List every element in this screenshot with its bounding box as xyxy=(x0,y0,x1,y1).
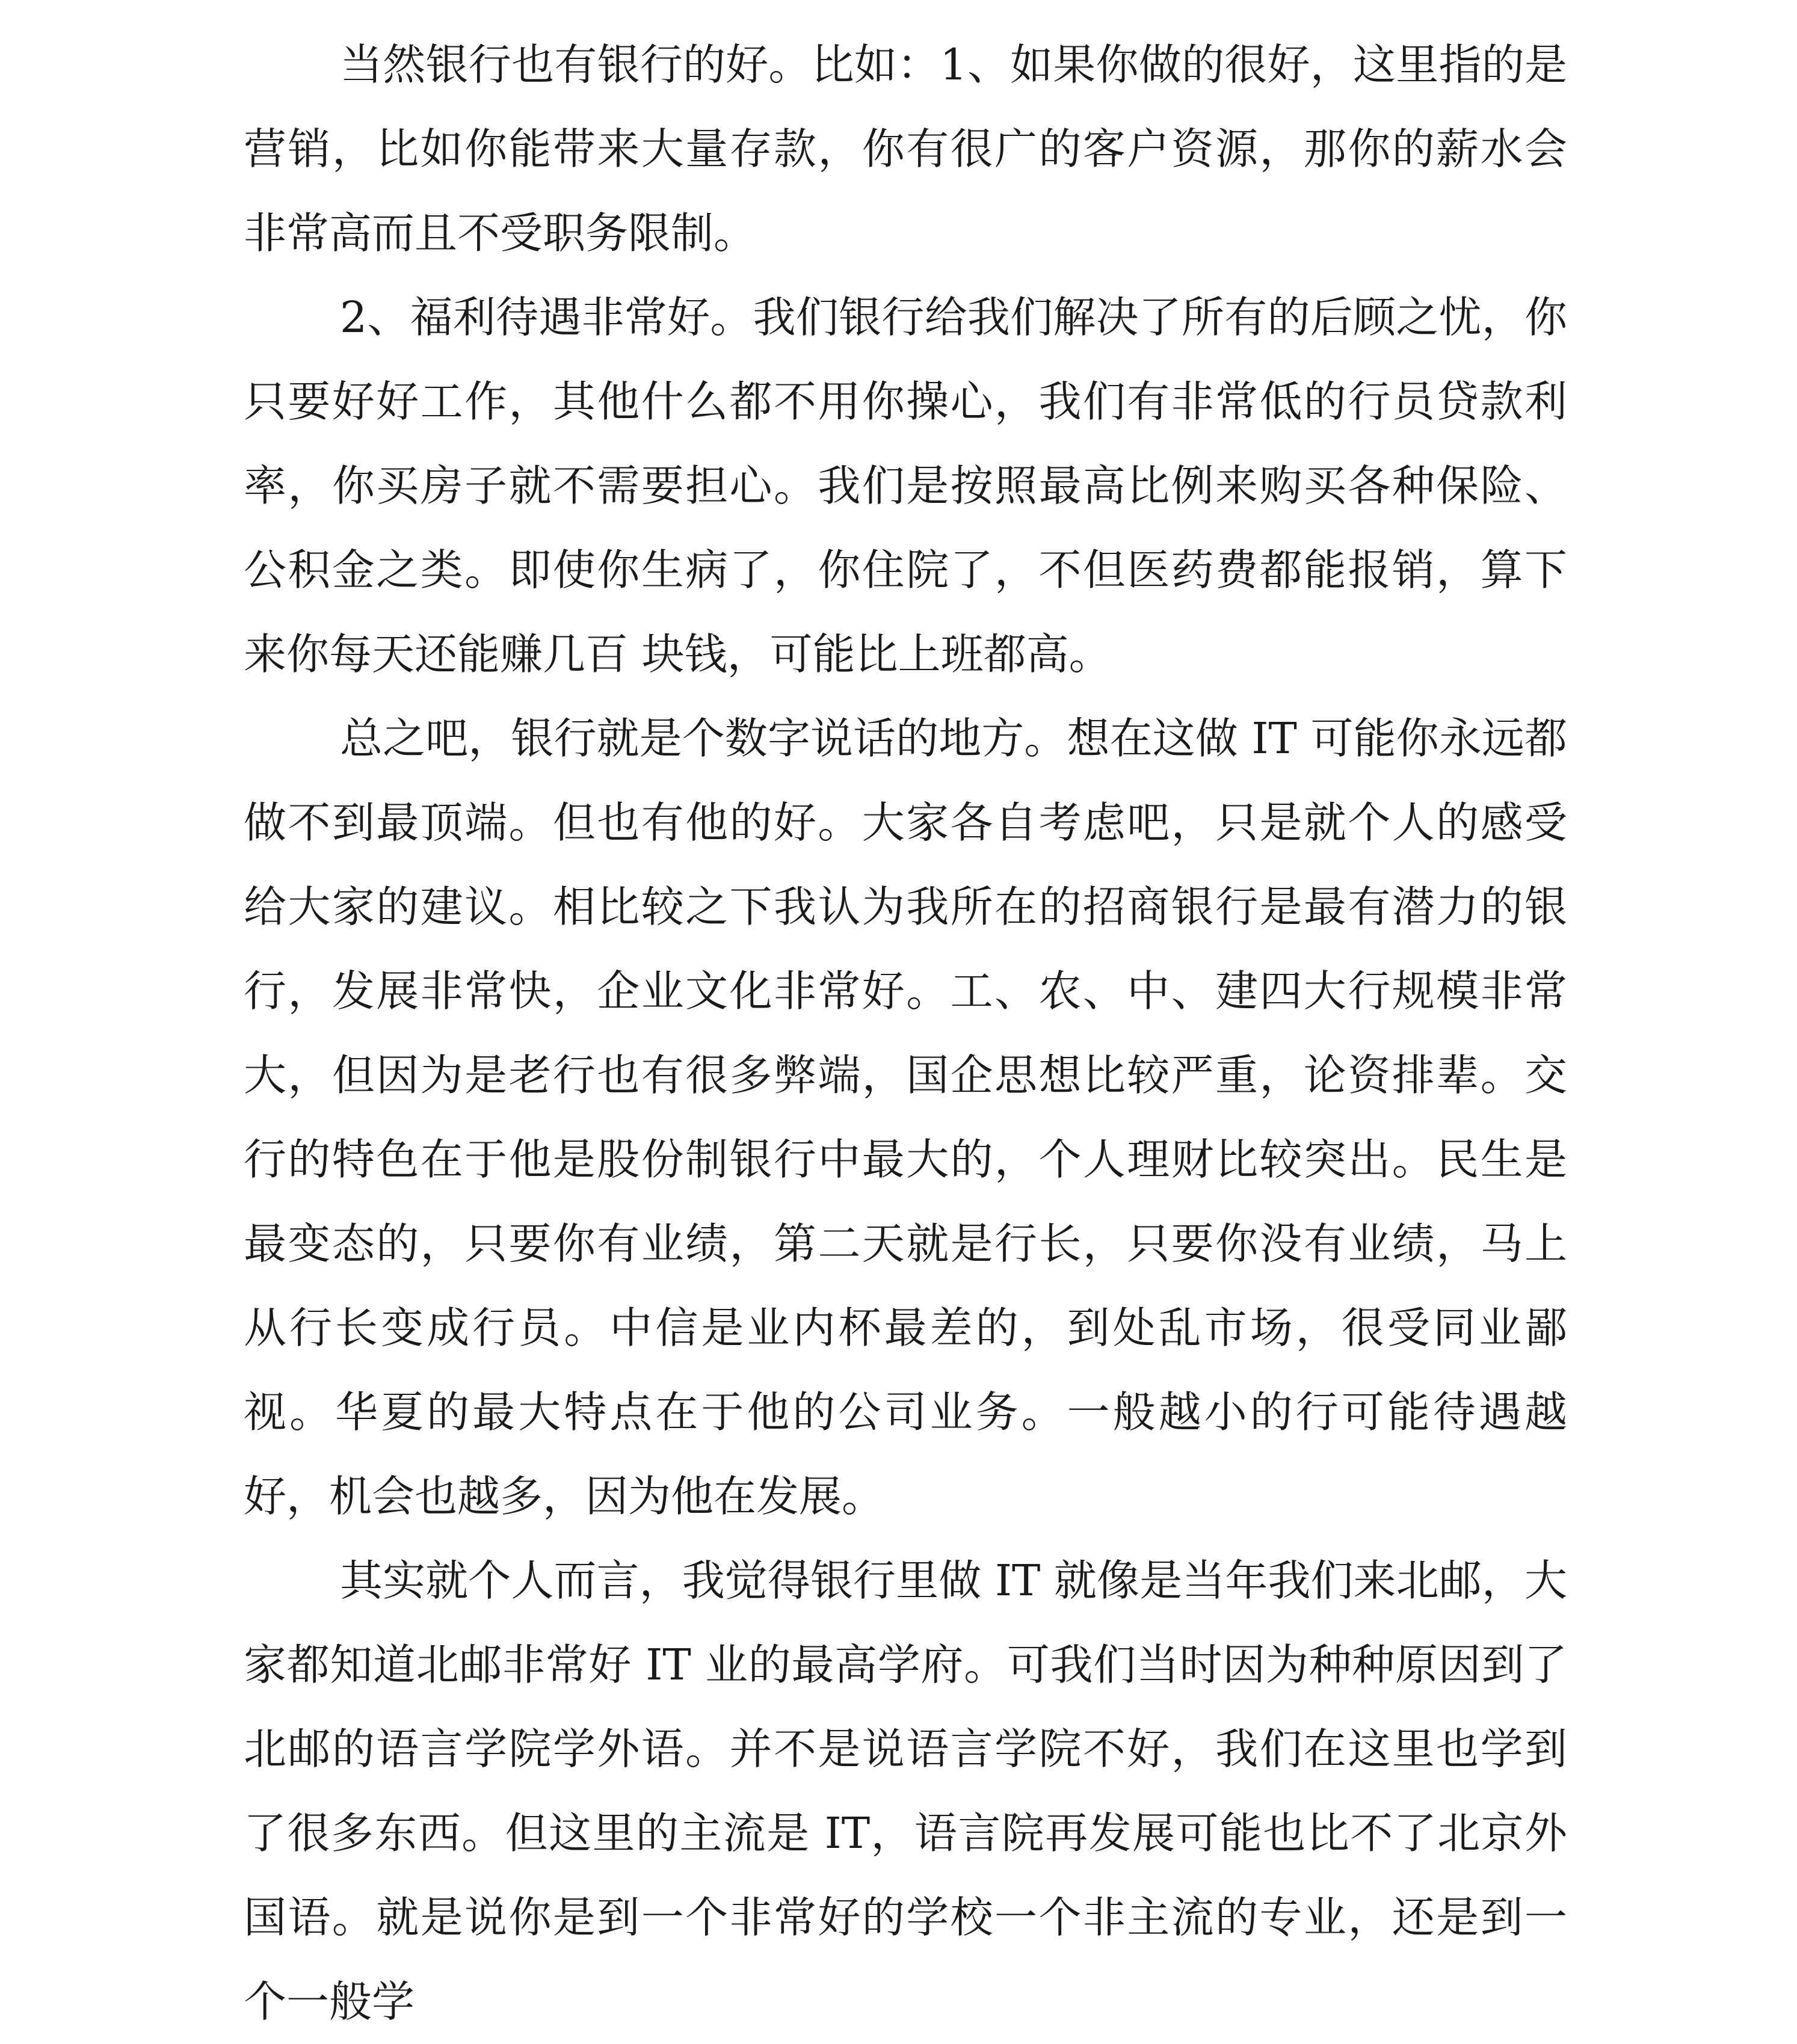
paragraph-bank-advantages: 当然银行也有银行的好。比如：1、如果你做的很好，这里指的是营销，比如你能带来大量存款，你有很广的客户资源，那你的薪水会非常高而且不受职务限制。 xyxy=(244,40,1567,258)
paragraph-personal-view: 其实就个人而言，我觉得银行里做 IT 就像是当年我们来北邮，大家都知道北邮非常好 IT 业的最高学府。可我们当时因为种种原因到了北邮的语言学院学外语。并不是说语言学院不好，我们在这里也学到了很多东西。但这里的主流是 IT，语言院再发展可能也比不了北京外国语。就是说你是到一个非常好的学校一个非主流的专业，还是到一个一般学 xyxy=(244,1556,1567,2027)
paragraph-benefits: 2、福利待遇非常好。我们银行给我们解决了所有的后顾之忧，你只要好好工作，其他什么都不用你操心，我们有非常低的行员贷款利率，你买房子就不需要担心。我们是按照最高比例来购买各种保险、公积金之类。即使你生病了，你住院了，不但医药费都能报销，算下来你每天还能赚几百 块钱，可能比上班都高。 xyxy=(244,292,1567,679)
document-body xyxy=(244,23,1567,2044)
paragraph-bank-comparison: 总之吧，银行就是个数字说话的地方。想在这做 IT 可能你永远都做不到最顶端。但也有他的好。大家各自考虑吧，只是就个人的感受给大家的建议。相比较之下我认为我所在的招商银行是最有潜力的银行，发展非常快，企业文化非常好。工、农、中、建四大行规模非常大，但因为是老行也有很多弊端，国企思想比较严重，论资排辈。交行的特色在于他是股份制银行中最大的，个人理财比较突出。民生是最变态的，只要你有业绩，第二天就是行长，只要你没有业绩，马上从行长变成行员。中信是业内杯最差的，到处乱市场，很受同业鄙视。华夏的最大特点在于他的公司业务。一般越小的行可能待遇越好，机会也越多，因为他在发展。 xyxy=(244,713,1567,1521)
